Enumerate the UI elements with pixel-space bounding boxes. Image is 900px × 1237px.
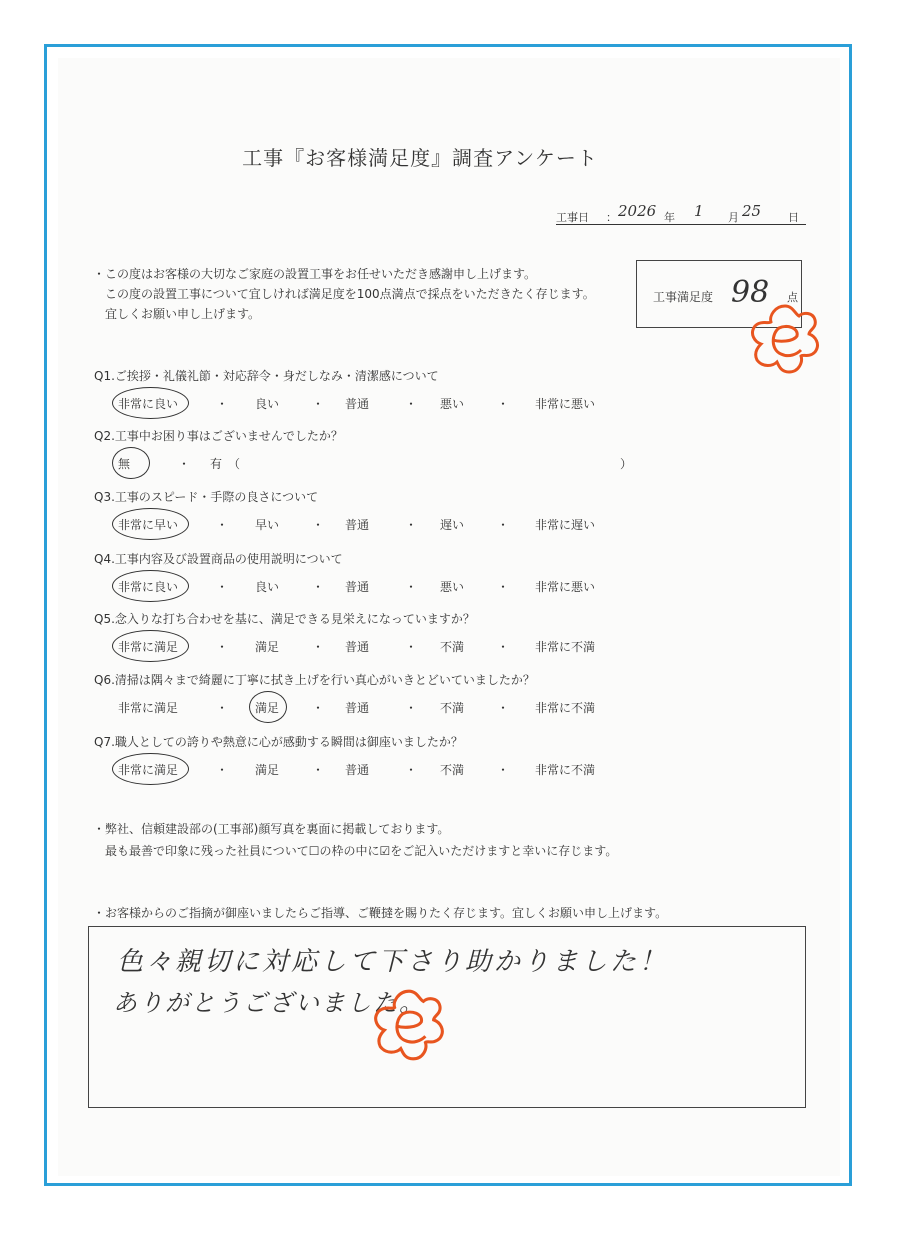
answer-options (0, 699, 900, 715)
answer-options (0, 395, 900, 411)
option-separator: ・ (312, 640, 325, 654)
construction-date: 工事日 ： 2026 年 1 月 25 日 (556, 204, 806, 225)
answer-option[interactable]: 非常に早い (118, 518, 179, 532)
notice-line: 最も最善で印象に残った社員について☐の枠の中に☑をご記入いただけますと幸いに存じます。 (105, 844, 618, 858)
answer-option[interactable]: 非常に不満 (535, 701, 596, 715)
option-separator: ・ (216, 640, 229, 654)
answer-option[interactable]: 満足 (255, 763, 280, 777)
answer-option[interactable]: 普通 (345, 518, 370, 532)
comment-prompt: ・お客様からのご指摘が御座いましたらご指導、ご鞭撻を賜りたく存じます。宜しくお願い申し上げます。 (93, 906, 668, 920)
answer-option[interactable]: 普通 (345, 701, 370, 715)
option-separator: ・ (405, 397, 418, 411)
question-5: Q5.念入りな打ち合わせを基に、満足できる見栄えになっていますか？ (94, 612, 475, 626)
question-1: Q1.ご挨拶・礼儀礼節・対応辞令・身だしなみ・清潔感について (94, 369, 439, 383)
answer-option[interactable]: 遅い (440, 518, 465, 532)
answer-option[interactable]: 不満 (440, 640, 465, 654)
answer-option[interactable]: 満足 (255, 640, 280, 654)
selected-answer-circle (112, 753, 189, 785)
option-separator: ・ (405, 518, 418, 532)
selected-answer-circle (112, 447, 150, 479)
answer-option[interactable]: 普通 (345, 763, 370, 777)
selected-answer-circle (112, 570, 189, 602)
date-year-unit: 年 (664, 211, 675, 224)
answer-option[interactable]: 無 (118, 457, 131, 471)
question-7: Q7.職人としての誇りや熱意に心が感動する瞬間は御座いましたか？ (94, 735, 463, 749)
flower-stamp-icon (745, 300, 825, 378)
question-2: Q2.工事中お困り事はございませんでしたか？ (94, 429, 343, 443)
answer-option[interactable]: 非常に満足 (118, 701, 179, 715)
answer-option[interactable]: 早い (255, 518, 280, 532)
answer-option[interactable]: 不満 (440, 763, 465, 777)
option-separator: ・ (405, 640, 418, 654)
option-separator: ・ (497, 518, 510, 532)
answer-option[interactable]: 良い (255, 580, 280, 594)
selected-answer-circle (112, 508, 189, 540)
option-separator: ・ (216, 397, 229, 411)
option-separator: ・ (497, 397, 510, 411)
option-separator: ・ (312, 701, 325, 715)
answer-option[interactable]: 普通 (345, 640, 370, 654)
selected-answer-circle (112, 387, 189, 419)
score-unit: 点 (787, 291, 798, 304)
answer-option[interactable]: 不満 (440, 701, 465, 715)
comment-line: 色々親切に対応して下さり助かりました！ (117, 947, 669, 977)
comment-line: ありがとうございました。 (113, 989, 425, 1017)
option-separator: ・ (497, 763, 510, 777)
option-separator: ・ (216, 763, 229, 777)
intro-line: この度の設置工事について宜しければ満足度を100点満点で採点をいただきたく存じます。 (105, 287, 595, 301)
date-month-unit: 月 (728, 211, 739, 224)
answer-option[interactable]: 非常に悪い (535, 580, 596, 594)
answer-option[interactable]: 良い (255, 397, 280, 411)
answer-option[interactable]: 非常に不満 (535, 640, 596, 654)
question-4: Q4.工事内容及び設置商品の使用説明について (94, 552, 343, 566)
question-6: Q6.清掃は隅々まで綺麗に丁寧に拭き上げを行い真心がいきとどいていましたか？ (94, 673, 535, 687)
answer-options (0, 455, 900, 471)
option-separator: ・ (405, 763, 418, 777)
date-month: 1 (694, 202, 704, 220)
option-separator: ・ (216, 580, 229, 594)
option-separator: ・ (405, 701, 418, 715)
score-label: 工事満足度 (653, 290, 714, 304)
option-separator: ・ (216, 518, 229, 532)
option-separator: ・ (312, 580, 325, 594)
option-separator: ・ (178, 457, 191, 471)
score-value: 98 (731, 275, 770, 310)
intro-line: 宜しくお願い申し上げます。 (105, 307, 261, 321)
staff-notice (93, 818, 617, 862)
answer-option[interactable]: 普通 (345, 580, 370, 594)
option-separator: ・ (497, 640, 510, 654)
answer-option[interactable]: ） (620, 457, 633, 471)
intro-line: ・この度はお客様の大切なご家庭の設置工事をお任せいただき感謝申し上げます。 (93, 267, 537, 281)
answer-options (0, 578, 900, 594)
option-separator: ・ (405, 580, 418, 594)
selected-answer-circle (112, 630, 189, 662)
answer-option[interactable]: 非常に遅い (535, 518, 596, 532)
option-separator: ・ (497, 701, 510, 715)
answer-option[interactable]: 非常に良い (118, 397, 179, 411)
answer-option[interactable]: 有 （ (210, 457, 241, 471)
date-day-unit: 日 (788, 211, 799, 224)
answer-option[interactable]: 満足 (255, 701, 280, 715)
answer-option[interactable]: 非常に不満 (535, 763, 596, 777)
flower-stamp-icon (366, 985, 452, 1065)
answer-options (0, 516, 900, 532)
answer-option[interactable]: 非常に満足 (118, 640, 179, 654)
answer-option[interactable]: 悪い (440, 397, 465, 411)
survey-title: 工事『お客様満足度』調査アンケート (242, 146, 598, 170)
selected-answer-circle (249, 691, 287, 723)
option-separator: ・ (216, 701, 229, 715)
date-label: 工事日 (556, 211, 589, 224)
answer-option[interactable]: 非常に満足 (118, 763, 179, 777)
option-separator: ・ (312, 397, 325, 411)
intro-text (93, 264, 595, 324)
answer-option[interactable]: 普通 (345, 397, 370, 411)
notice-line: ・弊社、信頼建設部の(工事部)顔写真を裏面に掲載しております。 (93, 822, 450, 836)
answer-options (0, 761, 900, 777)
answer-option[interactable]: 非常に良い (118, 580, 179, 594)
answer-option[interactable]: 悪い (440, 580, 465, 594)
answer-options (0, 638, 900, 654)
answer-option[interactable]: 非常に悪い (535, 397, 596, 411)
option-separator: ・ (497, 580, 510, 594)
date-day: 25 (742, 202, 762, 220)
option-separator: ・ (312, 518, 325, 532)
date-year: 2026 (618, 202, 657, 220)
option-separator: ・ (312, 763, 325, 777)
question-3: Q3.工事のスピード・手際の良さについて (94, 490, 319, 504)
